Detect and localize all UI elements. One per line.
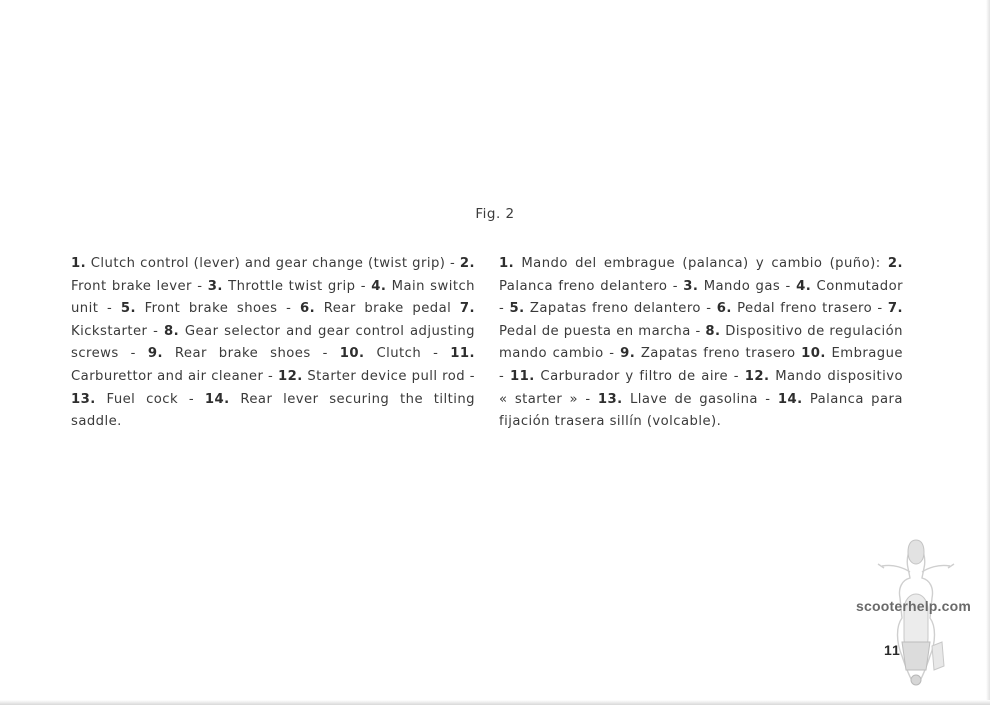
legend-number: 10. bbox=[801, 346, 826, 362]
legend-number: 4. bbox=[371, 278, 387, 294]
legend-item bbox=[208, 279, 372, 294]
legend-text: Main switch unit - bbox=[71, 278, 475, 317]
legend-item bbox=[278, 369, 475, 384]
legend-text: Pedal freno trasero - bbox=[737, 301, 883, 317]
legend-number: 2. bbox=[887, 256, 903, 271]
page-number: 11 bbox=[884, 642, 901, 658]
legend-number: 5. bbox=[509, 301, 525, 317]
legend-number: 6. bbox=[299, 301, 316, 317]
legend-text: Mando gas - bbox=[703, 278, 791, 294]
legend-number: 9. bbox=[147, 346, 163, 362]
legend-number: 8. bbox=[164, 323, 180, 339]
legend-item bbox=[300, 301, 460, 316]
legend-text: Fuel cock - bbox=[106, 391, 195, 407]
legend-text: Rear brake shoes - bbox=[174, 346, 328, 362]
legend-text: Rear brake pedal bbox=[323, 301, 452, 317]
legend-text: Mando dispositivo « starter » - bbox=[499, 368, 903, 407]
legend-text: Carburettor and air cleaner - bbox=[71, 368, 274, 384]
legend-number: 9. bbox=[620, 346, 636, 362]
legend-item bbox=[717, 301, 888, 316]
legend-number: 3. bbox=[683, 278, 699, 294]
legend-text: Throttle twist grip - bbox=[228, 278, 366, 294]
legend-number: 8. bbox=[705, 323, 721, 339]
legend-item bbox=[148, 346, 340, 361]
legend-number: 4. bbox=[796, 278, 812, 294]
legend-item bbox=[71, 392, 205, 407]
legend-text: Zapatas freno trasero bbox=[640, 346, 796, 362]
legend-number: 13. bbox=[71, 391, 96, 407]
page-edge-shadow bbox=[0, 700, 990, 705]
legend-number: 5. bbox=[120, 301, 136, 317]
legend-item bbox=[510, 369, 745, 384]
legend-text: Front brake shoes - bbox=[144, 301, 292, 317]
legend-text: Gear selector and gear control adjusting screws - bbox=[71, 323, 475, 362]
legend-number: 12. bbox=[277, 368, 303, 384]
legend-item bbox=[510, 301, 717, 316]
legend-text: Conmutador - bbox=[499, 278, 903, 317]
legend-item bbox=[683, 279, 796, 294]
legend-text: Front brake lever - bbox=[71, 278, 203, 294]
legend-text: Kickstarter - bbox=[71, 323, 159, 339]
legend-text: Embrague - bbox=[499, 346, 903, 384]
legend-text: Zapatas freno delantero - bbox=[529, 301, 712, 317]
legend-number: 11. bbox=[450, 346, 475, 362]
legend-number: 1. bbox=[71, 256, 87, 271]
legend-item bbox=[499, 256, 888, 271]
watermark-text: scooterhelp.com bbox=[856, 598, 972, 614]
legend-text: Rear lever securing the tilting saddle. bbox=[71, 391, 475, 430]
legend-item bbox=[71, 256, 460, 271]
legend-number: 10. bbox=[339, 346, 365, 362]
legend-number: 13. bbox=[597, 391, 623, 407]
legend-number: 1. bbox=[499, 256, 515, 271]
legend-text: Carburador y filtro de aire - bbox=[540, 368, 740, 384]
legend-number: 2. bbox=[459, 256, 475, 271]
legend-text: Pedal de puesta en marcha - bbox=[499, 323, 701, 339]
legend-item bbox=[598, 392, 778, 407]
legend-number: 12. bbox=[744, 368, 770, 384]
legend-item bbox=[340, 346, 450, 361]
legend-text: Llave de gasolina - bbox=[629, 391, 771, 407]
legend-number: 6. bbox=[716, 301, 732, 317]
legend-text: Palanca para fijación trasera sillín (volcable). bbox=[499, 391, 903, 430]
legend-number: 7. bbox=[887, 301, 903, 317]
legend-number: 11. bbox=[509, 368, 535, 384]
legend-number: 14. bbox=[204, 391, 230, 407]
legend-item bbox=[620, 346, 801, 361]
legend-text: Mando del embrague (palanca) y cambio (puño): bbox=[521, 256, 881, 271]
legend-item bbox=[121, 301, 300, 316]
legend-english bbox=[71, 253, 475, 434]
legend-text: Clutch - bbox=[376, 346, 439, 362]
page-edge-shadow bbox=[986, 0, 990, 705]
legend-text: Dispositivo de regulación mando cambio - bbox=[499, 323, 903, 362]
legend-text: Clutch control (lever) and gear change (twist grip) - bbox=[90, 256, 456, 271]
legend-number: 3. bbox=[207, 278, 223, 294]
legend-text: Palanca freno delantero - bbox=[499, 278, 678, 294]
legend-spanish bbox=[499, 253, 903, 434]
legend-number: 14. bbox=[777, 391, 803, 407]
figure-label: Fig. 2 bbox=[475, 206, 515, 222]
legend-text: Starter device pull rod - bbox=[307, 368, 475, 384]
legend-number: 7. bbox=[459, 301, 475, 317]
